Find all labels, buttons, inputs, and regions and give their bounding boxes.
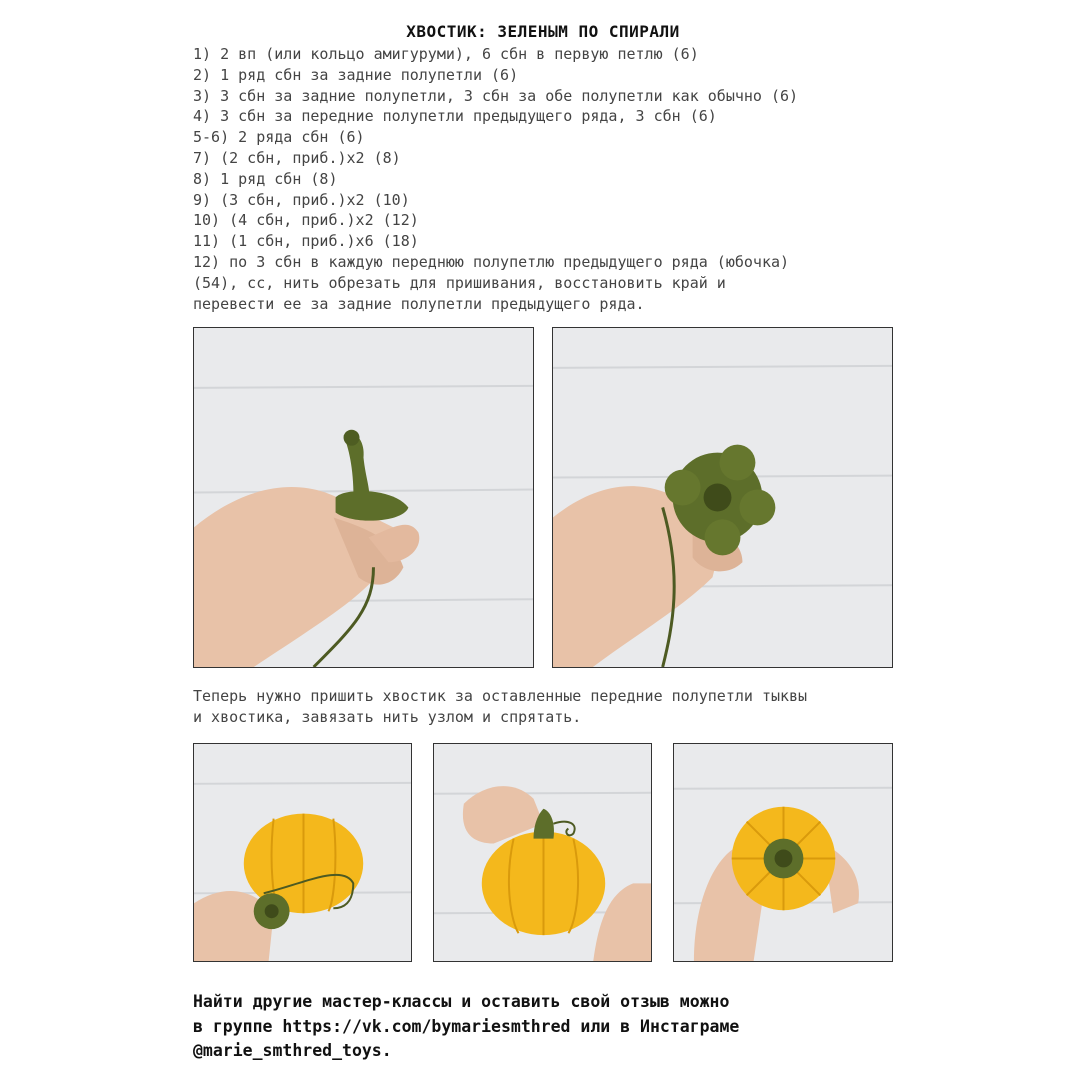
caption-line: Теперь нужно пришить хвостик за оставленные передние полупетли тыквы xyxy=(193,687,808,705)
photo-pumpkin-sewing-image xyxy=(194,744,411,961)
photo-pumpkin-top xyxy=(673,743,893,962)
photo-pumpkin-top-image xyxy=(674,744,892,961)
photo-stem-side-image xyxy=(194,328,533,667)
section-title: ХВОСТИК: ЗЕЛЕНЫМ ПО СПИРАЛИ xyxy=(406,22,680,41)
footer-line: в группе https://vk.com/bymariesmthred или в Инстаграме xyxy=(193,1016,740,1036)
step-line: 9) (3 сбн, приб.)х2 (10) xyxy=(193,190,410,209)
footer-note xyxy=(193,990,903,1064)
footer-line: Найти другие мастер-классы и оставить свой отзыв можно xyxy=(193,992,730,1011)
photo-stem-top-image xyxy=(553,328,892,667)
step-line: (54), сс, нить обрезать для пришивания, восстановить край и xyxy=(193,273,726,292)
step-line: 3) 3 сбн за задние полупетли, 3 сбн за обе полупетли как обычно (6) xyxy=(193,86,799,105)
caption-line: и хвостика, завязать нить узлом и спрятать. xyxy=(193,708,582,726)
step-line: 7) (2 сбн, приб.)х2 (8) xyxy=(193,148,401,167)
step-line: 4) 3 сбн за передние полупетли предыдущего ряда, 3 сбн (6) xyxy=(193,107,717,126)
step-line: 11) (1 сбн, приб.)х6 (18) xyxy=(193,232,419,251)
step-line: перевести ее за задние полупетли предыдущего ряда. xyxy=(193,294,645,313)
pattern-steps xyxy=(193,44,903,314)
step-line: 12) по 3 сбн в каждую переднюю полупетлю предыдущего ряда (юбочка) xyxy=(193,252,790,271)
photo-stem-side xyxy=(193,327,534,668)
photo-pumpkin-sewing xyxy=(193,743,412,962)
step-line: 2) 1 ряд сбн за задние полупетли (6) xyxy=(193,65,519,84)
step-line: 8) 1 ряд сбн (8) xyxy=(193,169,338,188)
photo-stem-top xyxy=(552,327,893,668)
step-line: 1) 2 вп (или кольцо амигуруми), 6 сбн в первую петлю (6) xyxy=(193,45,699,63)
photo-pumpkin-side-image xyxy=(434,744,651,961)
photo-pumpkin-side xyxy=(433,743,652,962)
step-line: 5-6) 2 ряда сбн (6) xyxy=(193,128,365,147)
sewing-instruction xyxy=(193,686,903,728)
footer-line: @marie_smthred_toys. xyxy=(193,1041,392,1060)
step-line: 10) (4 сбн, приб.)х2 (12) xyxy=(193,211,419,230)
